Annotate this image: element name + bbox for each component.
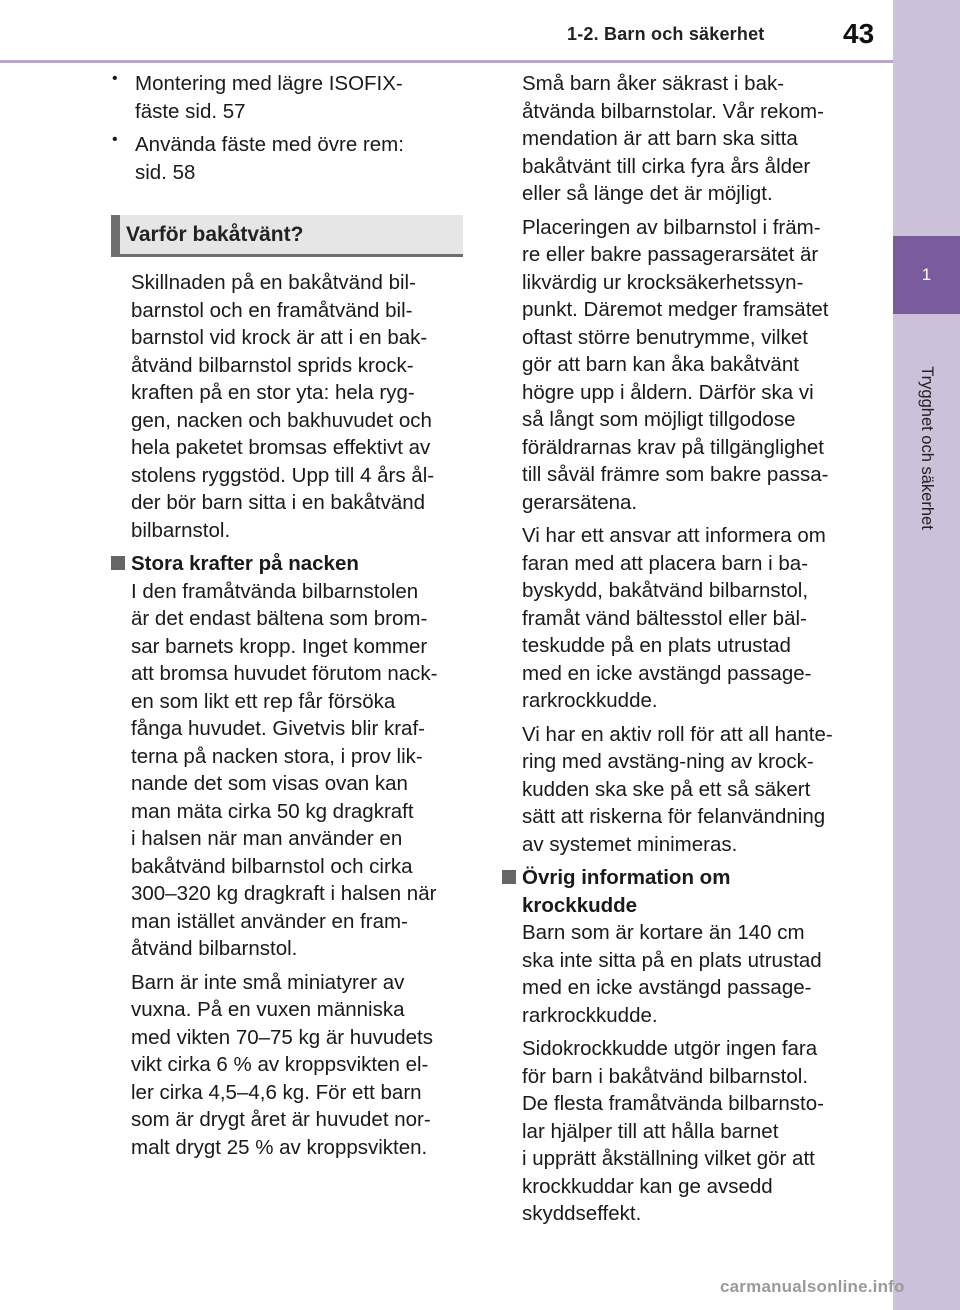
text-line: nande det som visas ovan kan bbox=[131, 772, 408, 795]
bullet-line: Använda fäste med övre rem: bbox=[135, 133, 404, 156]
text-line: Sidokrockkudde utgör ingen fara bbox=[522, 1037, 818, 1060]
text-line: Små barn åker säkrast i bak- bbox=[522, 72, 785, 95]
page-number: 43 bbox=[843, 18, 875, 49]
bullet-line: Montering med lägre ISOFIX- bbox=[135, 72, 403, 95]
text-line: åtvänd bilbarnstol. bbox=[131, 937, 298, 960]
text-line: åtvända bilbarnstolar. Vår rekom- bbox=[522, 99, 824, 123]
section-heading-box bbox=[111, 215, 463, 257]
text-line: vuxna. På en vuxen människa bbox=[131, 998, 405, 1021]
text-line: ska inte sitta på en plats utrustad bbox=[522, 948, 822, 972]
paragraph bbox=[497, 70, 852, 208]
text-line: malt drygt 25 % av kroppsvikten. bbox=[131, 1135, 428, 1159]
text-line: framåt vänd bältesstol eller bäl- bbox=[522, 606, 807, 630]
text-line: De flesta framåtvända bilbarnsto- bbox=[522, 1092, 824, 1115]
text-line: krockkuddar kan ge avsedd bbox=[522, 1174, 773, 1198]
text-line: för barn i bakåtvänd bilbarnstol. bbox=[522, 1064, 809, 1088]
subheading: Stora krafter på nacken bbox=[131, 552, 359, 575]
watermark: carmanualsonline.info bbox=[720, 1277, 905, 1296]
text-line: gen, nacken och bakhuvudet och bbox=[131, 408, 432, 432]
text-line: sätt att riskerna för felanvändning bbox=[522, 805, 826, 828]
text-line: gerarsätena. bbox=[522, 490, 638, 514]
paragraph bbox=[497, 522, 852, 715]
text-line: skyddseffekt. bbox=[522, 1202, 642, 1225]
text-line: lar hjälper till att hålla barnet bbox=[522, 1119, 779, 1143]
text-line: byskydd, bakåtvänd bilbarnstol, bbox=[522, 579, 809, 602]
text-line: ring med avstäng-ning av krock- bbox=[522, 750, 814, 773]
text-line: så långt som möjligt tillgodose bbox=[522, 408, 796, 431]
chapter-title-vertical bbox=[913, 366, 941, 530]
text-line: oftast större benutrymme, vilket bbox=[522, 325, 808, 349]
text-line: föräldrarnas krav på tillgänglighet bbox=[522, 435, 824, 459]
square-bullet-icon bbox=[111, 556, 125, 570]
text-line: kraften på en stor yta: hela ryg- bbox=[131, 381, 415, 404]
section-heading: Varför bakåtvänt? bbox=[126, 222, 304, 246]
text-line: Skillnaden på en bakåtvänd bil- bbox=[131, 271, 416, 294]
subheading-text bbox=[131, 578, 466, 963]
text-line: bilbarnstol. bbox=[131, 518, 231, 542]
text-line: stolens ryggstöd. Upp till 4 års ål- bbox=[131, 463, 435, 487]
subheading-text bbox=[522, 919, 852, 1029]
paragraph bbox=[106, 269, 466, 544]
square-bullet-icon bbox=[502, 870, 516, 884]
text-line: i upprätt åkställning vilket gör att bbox=[522, 1147, 815, 1170]
text-line: Barn som är kortare än 140 cm bbox=[522, 921, 805, 944]
text-line: rarkrockkudde. bbox=[522, 1003, 658, 1027]
text-line: med en icke avstängd passage- bbox=[522, 661, 812, 685]
text-line: är det endast bältena som brom- bbox=[131, 607, 428, 630]
subheading bbox=[522, 864, 852, 919]
text-line: mendation är att barn ska sitta bbox=[522, 127, 798, 150]
bullet-line: sid. 58 bbox=[135, 160, 196, 184]
text-line: att bromsa huvudet förutom nack- bbox=[131, 662, 438, 685]
text-line: hela paketet bromsas effektivt av bbox=[131, 436, 431, 459]
text-line: man istället använder en fram- bbox=[131, 909, 408, 933]
chapter-title: Trygghet och säkerhet bbox=[918, 366, 937, 530]
text-line: terna på nacken stora, i prov lik- bbox=[131, 744, 423, 768]
text-line: man mäta cirka 50 kg dragkraft bbox=[131, 799, 414, 823]
text-line: ler cirka 4,5–4,6 kg. För ett barn bbox=[131, 1080, 422, 1104]
text-line: som är drygt året är huvudet nor- bbox=[131, 1108, 431, 1131]
text-line: gör att barn kan åka bakåtvänt bbox=[522, 353, 799, 376]
text-line: med vikten 70–75 kg är huvudets bbox=[131, 1025, 433, 1049]
text-line: punkt. Däremot medger framsätet bbox=[522, 298, 829, 321]
text-line: bakåtvänd bilbarnstol och cirka bbox=[131, 854, 413, 878]
text-line: barnstol och en framåtvänd bil- bbox=[131, 298, 413, 322]
paragraph bbox=[497, 721, 852, 859]
bullet-dot: • bbox=[112, 131, 118, 148]
text-line: I den framåtvända bilbarnstolen bbox=[131, 579, 419, 603]
text-line: i halsen när man använder en bbox=[131, 827, 403, 850]
bullet-item bbox=[106, 70, 466, 125]
text-line: Vi har en aktiv roll för att all hante- bbox=[522, 722, 833, 746]
text-line: kudden ska ske på ett så säkert bbox=[522, 777, 811, 801]
right-column bbox=[497, 70, 852, 1234]
text-line: teskudde på en plats utrustad bbox=[522, 634, 791, 657]
bullet-line: fäste sid. 57 bbox=[135, 99, 246, 123]
subheading-block bbox=[106, 550, 466, 963]
left-column bbox=[106, 70, 466, 1167]
text-line: faran med att placera barn i ba- bbox=[522, 551, 809, 575]
text-line: der bör barn sitta i en bakåtvänd bbox=[131, 491, 426, 514]
paragraph bbox=[497, 214, 852, 517]
bullet-item bbox=[106, 131, 466, 186]
text-line: Barn är inte små miniatyrer av bbox=[131, 970, 405, 994]
text-line: vikt cirka 6 % av kroppsvikten el- bbox=[131, 1053, 429, 1076]
text-line: 300–320 kg dragkraft i halsen när bbox=[131, 882, 437, 905]
chapter-number: 1 bbox=[921, 265, 932, 284]
text-line: eller så länge det är möjligt. bbox=[522, 182, 773, 205]
text-line: krockkudde bbox=[522, 893, 638, 917]
subheading-block bbox=[497, 864, 852, 1029]
text-line: rarkrockkudde. bbox=[522, 689, 658, 712]
text-line: högre upp i åldern. Därför ska vi bbox=[522, 380, 814, 404]
chapter-side-strip bbox=[893, 0, 960, 1310]
text-line: med en icke avstängd passage- bbox=[522, 976, 812, 999]
header-section-title: 1-2. Barn och säkerhet bbox=[567, 24, 765, 44]
text-line: Placeringen av bilbarnstol i främ- bbox=[522, 215, 821, 239]
text-line: av systemet minimeras. bbox=[522, 832, 738, 856]
text-line: Vi har ett ansvar att informera om bbox=[522, 524, 826, 547]
text-line: en som likt ett rep får försöka bbox=[131, 689, 396, 713]
chapter-tab[interactable] bbox=[893, 236, 960, 314]
paragraph bbox=[497, 1035, 852, 1228]
text-line: åtvänd bilbarnstol sprids krock- bbox=[131, 353, 414, 377]
paragraph bbox=[106, 969, 466, 1162]
text-line: till såväl främre som bakre passa- bbox=[522, 463, 829, 486]
text-line: barnstol vid krock är att i en bak- bbox=[131, 326, 428, 349]
text-line: bakåtvänt till cirka fyra års ålder bbox=[522, 154, 811, 178]
bullet-dot: • bbox=[112, 70, 118, 87]
text-line: re eller bakre passagerarsätet är bbox=[522, 243, 819, 266]
header-divider bbox=[0, 60, 893, 63]
text-line: Övrig information om bbox=[522, 866, 731, 889]
text-line: likvärdig ur krocksäkerhetssyn- bbox=[522, 270, 804, 294]
text-line: sar barnets kropp. Inget kommer bbox=[131, 634, 428, 658]
text-line: fånga huvudet. Givetvis blir kraf- bbox=[131, 717, 425, 740]
